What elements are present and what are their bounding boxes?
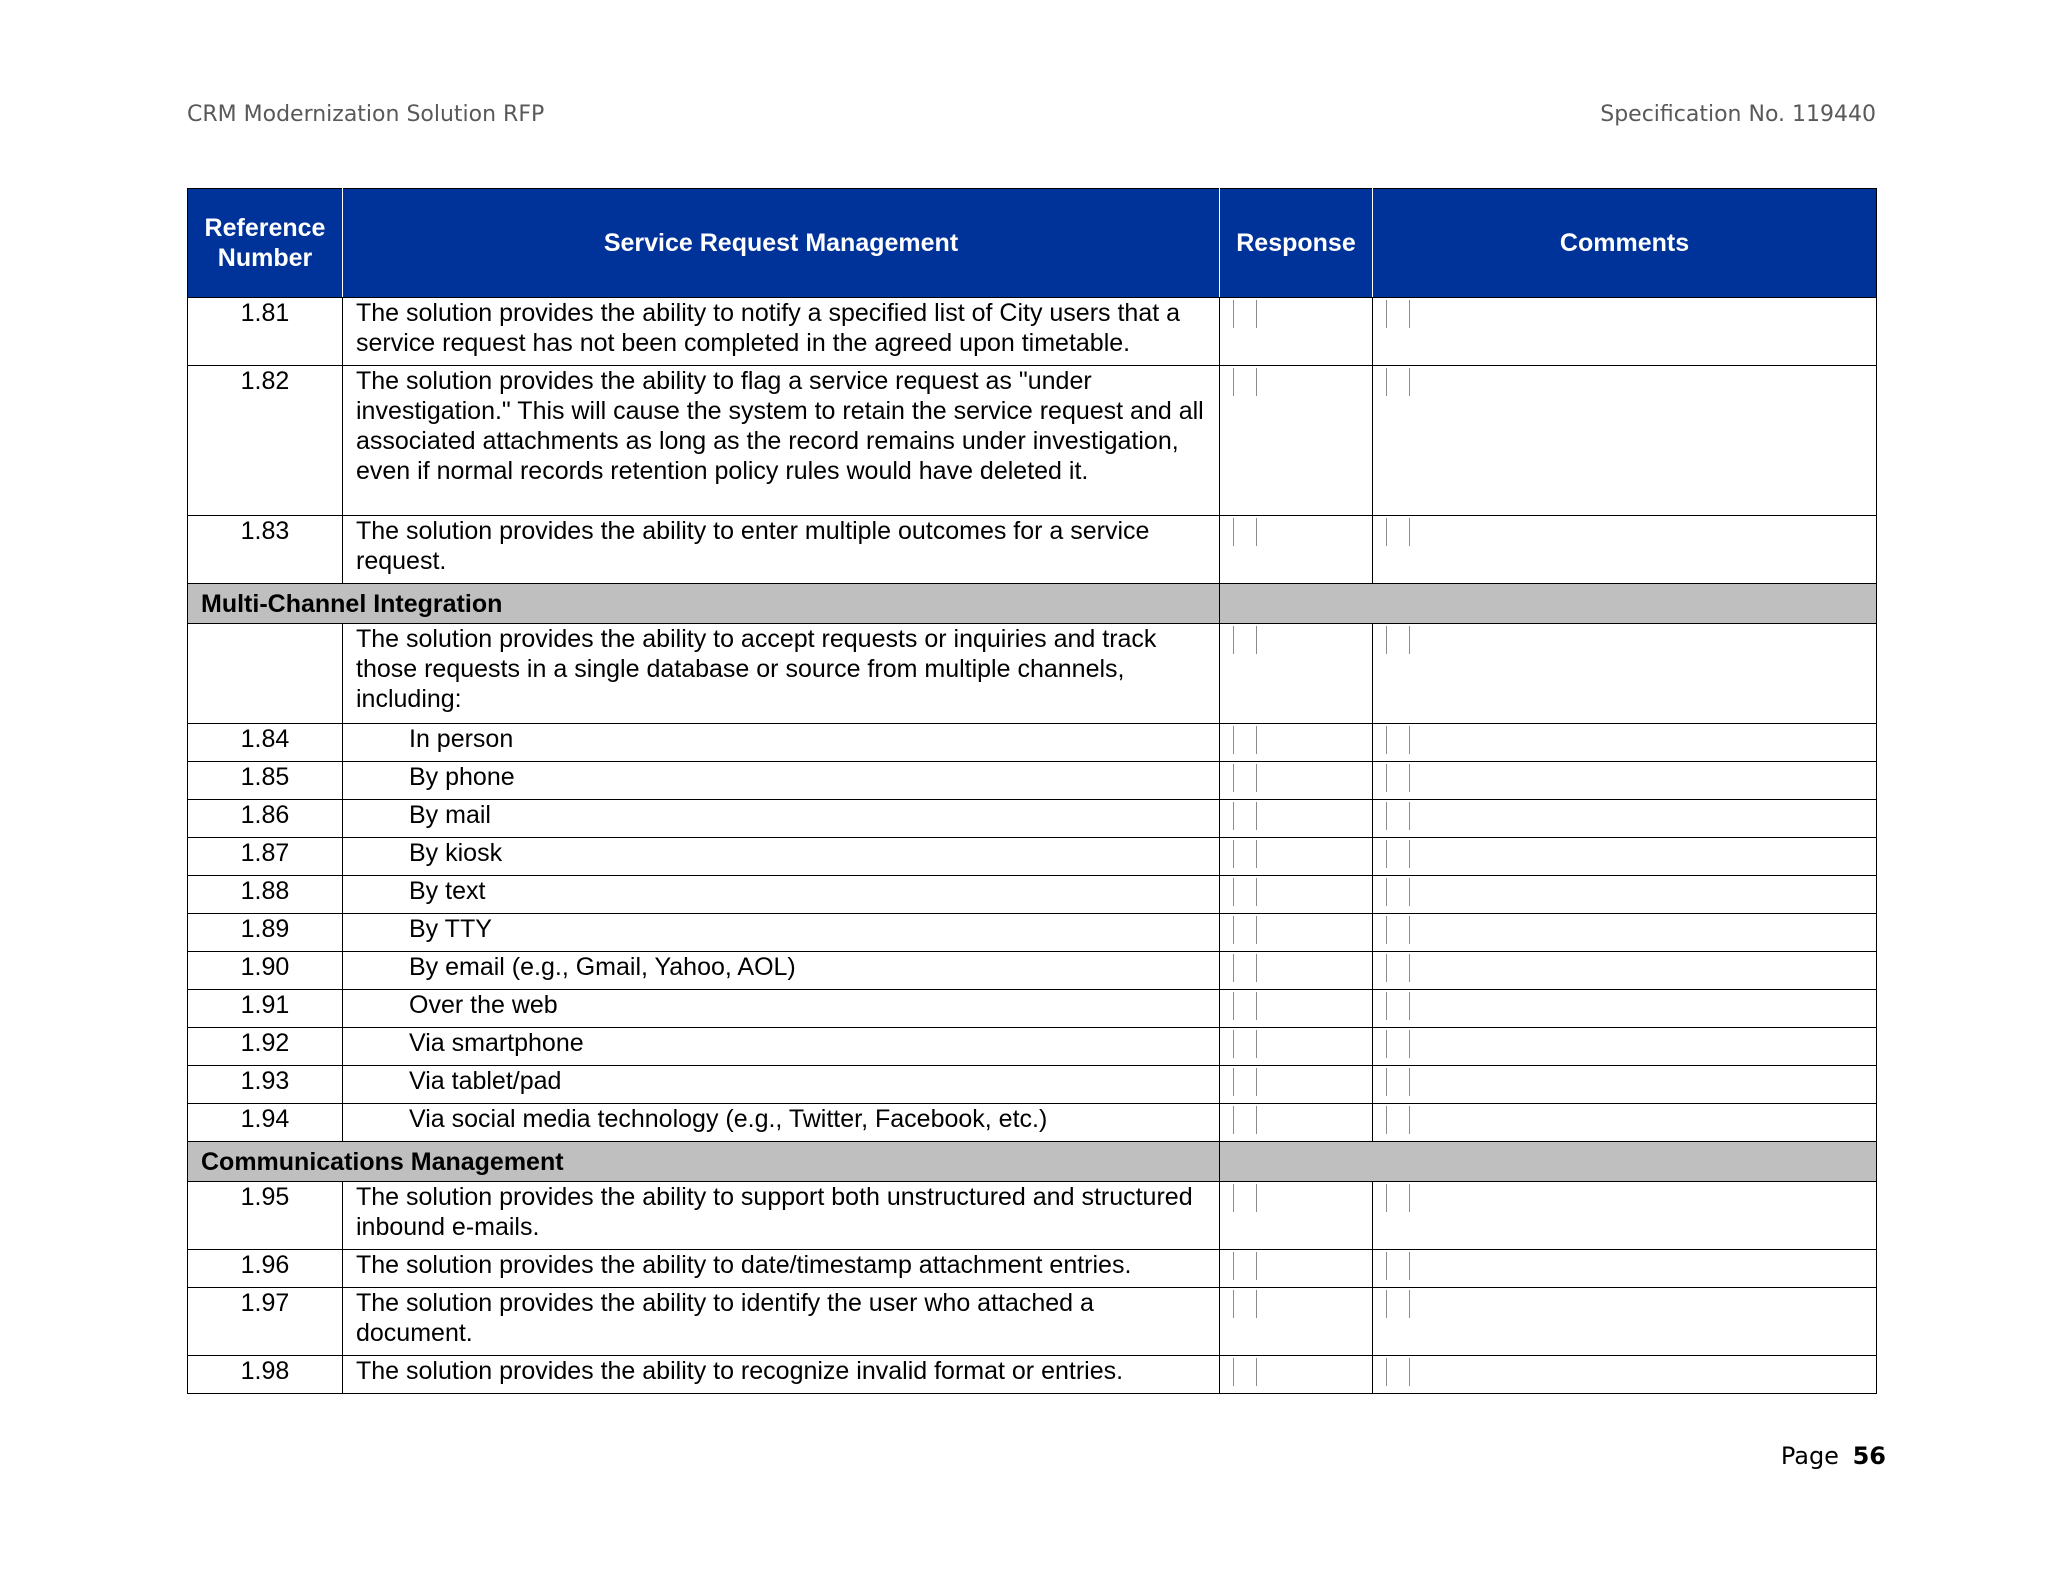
comments-cell <box>1373 516 1877 584</box>
comments-input-field[interactable] <box>1386 1290 1410 1318</box>
response-cell <box>1220 800 1373 838</box>
response-cell <box>1220 914 1373 952</box>
comments-input-field[interactable] <box>1386 954 1410 982</box>
response-input-field[interactable] <box>1233 626 1257 654</box>
requirement-description: The solution provides the ability to flag a service request as "under investigation." This will cause the system to retain the service request and all associated attachments as long as the record remains under investigation, even if normal records retention policy rules would have deleted it. <box>343 366 1220 516</box>
comments-cell <box>1373 1288 1877 1356</box>
requirement-description: By kiosk <box>343 838 1220 876</box>
comments-cell <box>1373 762 1877 800</box>
requirement-description: Via tablet/pad <box>343 1066 1220 1104</box>
comments-cell <box>1373 876 1877 914</box>
response-cell <box>1220 838 1373 876</box>
requirement-description: By text <box>343 876 1220 914</box>
table-row <box>188 990 1877 1028</box>
reference-number <box>188 624 343 724</box>
comments-cell <box>1373 952 1877 990</box>
response-input-field[interactable] <box>1233 992 1257 1020</box>
page-number-value: 56 <box>1852 1442 1886 1470</box>
response-input-field[interactable] <box>1233 1358 1257 1386</box>
section-header-row <box>188 1142 1877 1182</box>
response-input-field[interactable] <box>1233 840 1257 868</box>
response-input-field[interactable] <box>1233 1030 1257 1058</box>
comments-cell <box>1373 366 1877 516</box>
column-header-reference: Reference Number <box>188 189 343 298</box>
response-cell <box>1220 624 1373 724</box>
table-row <box>188 838 1877 876</box>
response-cell <box>1220 952 1373 990</box>
table-row <box>188 800 1877 838</box>
table-row <box>188 876 1877 914</box>
table-row <box>188 366 1877 516</box>
reference-number: 1.86 <box>188 800 343 838</box>
reference-number: 1.81 <box>188 298 343 366</box>
column-header-response: Response <box>1220 189 1373 298</box>
comments-input-field[interactable] <box>1386 726 1410 754</box>
requirement-description: By email (e.g., Gmail, Yahoo, AOL) <box>343 952 1220 990</box>
reference-number: 1.83 <box>188 516 343 584</box>
reference-number: 1.94 <box>188 1104 343 1142</box>
comments-input-field[interactable] <box>1386 802 1410 830</box>
table-row <box>188 1182 1877 1250</box>
comments-input-field[interactable] <box>1386 1030 1410 1058</box>
section-filler <box>1220 1142 1877 1182</box>
response-input-field[interactable] <box>1233 518 1257 546</box>
comments-cell <box>1373 1250 1877 1288</box>
response-cell <box>1220 1250 1373 1288</box>
reference-number: 1.85 <box>188 762 343 800</box>
table-row <box>188 1066 1877 1104</box>
requirement-description: The solution provides the ability to accept requests or inquiries and track those requests in a single database or source from multiple channels, including: <box>343 624 1220 724</box>
section-filler <box>1220 584 1877 624</box>
comments-cell <box>1373 1182 1877 1250</box>
response-cell <box>1220 1104 1373 1142</box>
comments-cell <box>1373 724 1877 762</box>
comments-input-field[interactable] <box>1386 1184 1410 1212</box>
table-row <box>188 952 1877 990</box>
reference-number: 1.96 <box>188 1250 343 1288</box>
column-header-service-request: Service Request Management <box>343 189 1220 298</box>
comments-cell <box>1373 1028 1877 1066</box>
response-cell <box>1220 762 1373 800</box>
section-header-row <box>188 584 1877 624</box>
response-input-field[interactable] <box>1233 368 1257 396</box>
reference-number: 1.90 <box>188 952 343 990</box>
comments-input-field[interactable] <box>1386 992 1410 1020</box>
table-row <box>188 516 1877 584</box>
response-input-field[interactable] <box>1233 1184 1257 1212</box>
requirement-description: The solution provides the ability to support both unstructured and structured inbound e-mails. <box>343 1182 1220 1250</box>
section-title: Communications Management <box>188 1142 1220 1182</box>
table-row <box>188 298 1877 366</box>
response-input-field[interactable] <box>1233 802 1257 830</box>
requirement-description: By TTY <box>343 914 1220 952</box>
reference-number: 1.88 <box>188 876 343 914</box>
reference-number: 1.84 <box>188 724 343 762</box>
column-header-comments: Comments <box>1373 189 1877 298</box>
comments-input-field[interactable] <box>1386 878 1410 906</box>
comments-input-field[interactable] <box>1386 1252 1410 1280</box>
comments-input-field[interactable] <box>1386 368 1410 396</box>
table-row <box>188 1104 1877 1142</box>
response-input-field[interactable] <box>1233 726 1257 754</box>
section-title: Multi-Channel Integration <box>188 584 1220 624</box>
requirements-table <box>187 188 1877 1394</box>
response-input-field[interactable] <box>1233 878 1257 906</box>
comments-input-field[interactable] <box>1386 518 1410 546</box>
requirements-table-body <box>188 298 1877 1394</box>
document-spec-number: Specification No. 119440 <box>1600 102 1876 127</box>
response-cell <box>1220 366 1373 516</box>
response-cell <box>1220 1028 1373 1066</box>
response-cell <box>1220 298 1373 366</box>
response-cell <box>1220 1288 1373 1356</box>
response-cell <box>1220 876 1373 914</box>
comments-input-field[interactable] <box>1386 1068 1410 1096</box>
reference-number: 1.93 <box>188 1066 343 1104</box>
comments-cell <box>1373 624 1877 724</box>
response-cell <box>1220 516 1373 584</box>
comments-cell <box>1373 1104 1877 1142</box>
reference-number: 1.92 <box>188 1028 343 1066</box>
comments-cell <box>1373 990 1877 1028</box>
document-header-title: CRM Modernization Solution RFP <box>187 102 545 127</box>
response-input-field[interactable] <box>1233 1252 1257 1280</box>
comments-input-field[interactable] <box>1386 764 1410 792</box>
page-label: Page <box>1780 1442 1839 1470</box>
requirement-description: The solution provides the ability to recognize invalid format or entries. <box>343 1356 1220 1394</box>
reference-number: 1.98 <box>188 1356 343 1394</box>
reference-number: 1.91 <box>188 990 343 1028</box>
comments-cell <box>1373 914 1877 952</box>
response-input-field[interactable] <box>1233 954 1257 982</box>
reference-number: 1.87 <box>188 838 343 876</box>
table-row <box>188 762 1877 800</box>
comments-input-field[interactable] <box>1386 840 1410 868</box>
reference-number: 1.95 <box>188 1182 343 1250</box>
comments-cell <box>1373 1066 1877 1104</box>
table-row <box>188 1028 1877 1066</box>
comments-input-field[interactable] <box>1386 1106 1410 1134</box>
comments-cell <box>1373 838 1877 876</box>
response-cell <box>1220 724 1373 762</box>
comments-input-field[interactable] <box>1386 1358 1410 1386</box>
requirement-description: By mail <box>343 800 1220 838</box>
response-input-field[interactable] <box>1233 300 1257 328</box>
table-row <box>188 624 1877 724</box>
comments-cell <box>1373 800 1877 838</box>
response-cell <box>1220 1356 1373 1394</box>
comments-cell <box>1373 1356 1877 1394</box>
response-cell <box>1220 1066 1373 1104</box>
page-number <box>1781 1442 1886 1470</box>
table-row <box>188 914 1877 952</box>
requirement-description: By phone <box>343 762 1220 800</box>
requirement-description: Over the web <box>343 990 1220 1028</box>
response-cell <box>1220 990 1373 1028</box>
table-row <box>188 1356 1877 1394</box>
response-cell <box>1220 1182 1373 1250</box>
response-input-field[interactable] <box>1233 764 1257 792</box>
comments-input-field[interactable] <box>1386 916 1410 944</box>
response-input-field[interactable] <box>1233 916 1257 944</box>
requirement-description: In person <box>343 724 1220 762</box>
table-row <box>188 1250 1877 1288</box>
requirement-description: The solution provides the ability to date/timestamp attachment entries. <box>343 1250 1220 1288</box>
requirement-description: The solution provides the ability to identify the user who attached a document. <box>343 1288 1220 1356</box>
requirement-description: Via social media technology (e.g., Twitter, Facebook, etc.) <box>343 1104 1220 1142</box>
table-row <box>188 1288 1877 1356</box>
reference-number: 1.97 <box>188 1288 343 1356</box>
comments-cell <box>1373 298 1877 366</box>
requirement-description: Via smartphone <box>343 1028 1220 1066</box>
requirement-description: The solution provides the ability to notify a specified list of City users that a service request has not been completed in the agreed upon timetable. <box>343 298 1220 366</box>
comments-input-field[interactable] <box>1386 626 1410 654</box>
comments-input-field[interactable] <box>1386 300 1410 328</box>
reference-number: 1.89 <box>188 914 343 952</box>
response-input-field[interactable] <box>1233 1068 1257 1096</box>
reference-number: 1.82 <box>188 366 343 516</box>
requirement-description: The solution provides the ability to enter multiple outcomes for a service request. <box>343 516 1220 584</box>
table-header-row <box>188 189 1877 298</box>
response-input-field[interactable] <box>1233 1106 1257 1134</box>
response-input-field[interactable] <box>1233 1290 1257 1318</box>
table-row <box>188 724 1877 762</box>
